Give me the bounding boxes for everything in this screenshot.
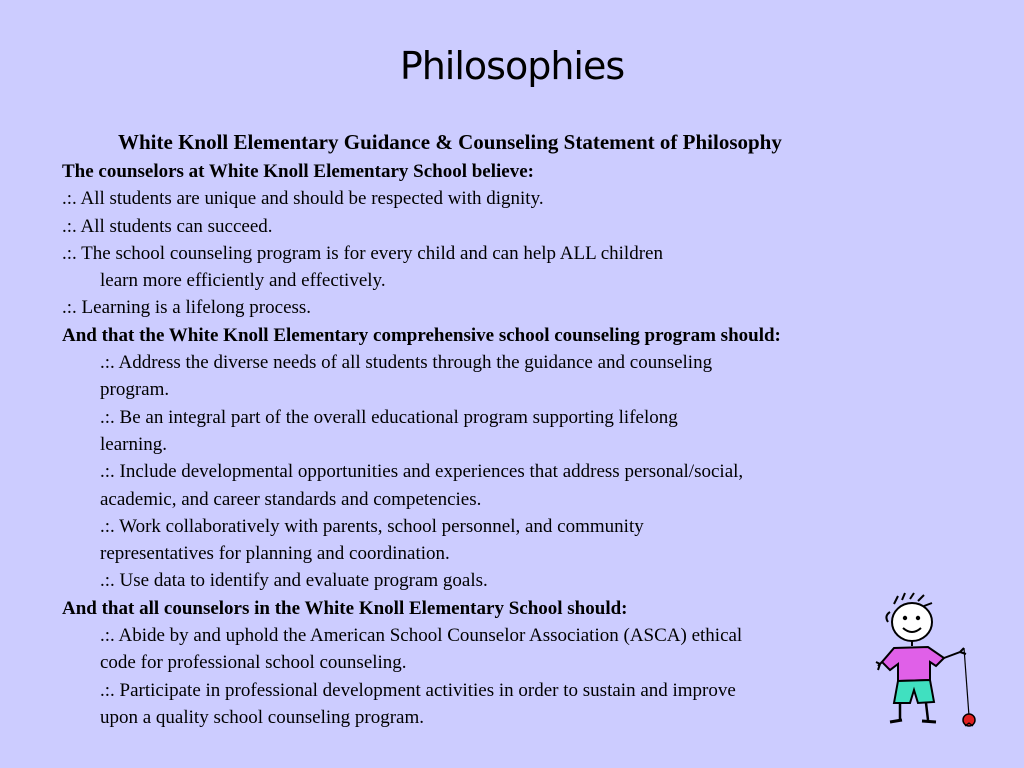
program-item-continuation: academic, and career standards and competencies. [100,488,482,510]
statement-heading: White Knoll Elementary Guidance & Counseling Statement of Philosophy [118,130,782,154]
counselor-item: .:. Abide by and uphold the American School Counselor Association (ASCA) ethical [100,625,743,647]
section-heading-believe: The counselors at White Knoll Elementary School believe: [62,161,534,182]
page-title: Philosophies [399,44,625,88]
section-heading-program: And that the White Knoll Elementary comprehensive school counseling program should: [62,324,781,346]
program-item-continuation: learning. [100,433,168,455]
program-item: .:. Address the diverse needs of all students through the guidance and counseling [100,352,713,374]
belief-item: .:. All students are unique and should be respected with dignity. [62,188,544,210]
program-item: .:. Be an integral part of the overall educational program supporting lifelong [100,406,678,428]
program-item: .:. Work collaboratively with parents, school personnel, and community [100,515,644,537]
belief-item: .:. The school counseling program is for every child and can help ALL children [62,242,663,264]
section-heading-counselors: And that all counselors in the White Knoll Elementary School should: [62,597,628,619]
belief-item: .:. All students can succeed. [62,215,273,237]
program-item: .:. Include developmental opportunities and experiences that address personal/social, [100,461,744,483]
philosophy-body [62,158,962,731]
program-item: .:. Use data to identify and evaluate program goals. [100,570,488,592]
program-item-continuation: representatives for planning and coordination. [100,543,450,565]
counselor-item: .:. Participate in professional development activities in order to sustain and improve [100,679,736,701]
yoyo-kid-icon [872,592,987,732]
belief-item: .:. Learning is a lifelong process. [62,297,312,319]
belief-item-continuation: learn more efficiently and effectively. [100,270,386,292]
program-item-continuation: program. [100,379,170,401]
counselor-item-continuation: code for professional school counseling. [100,652,407,674]
counselor-item-continuation: upon a quality school counseling program. [100,706,424,728]
